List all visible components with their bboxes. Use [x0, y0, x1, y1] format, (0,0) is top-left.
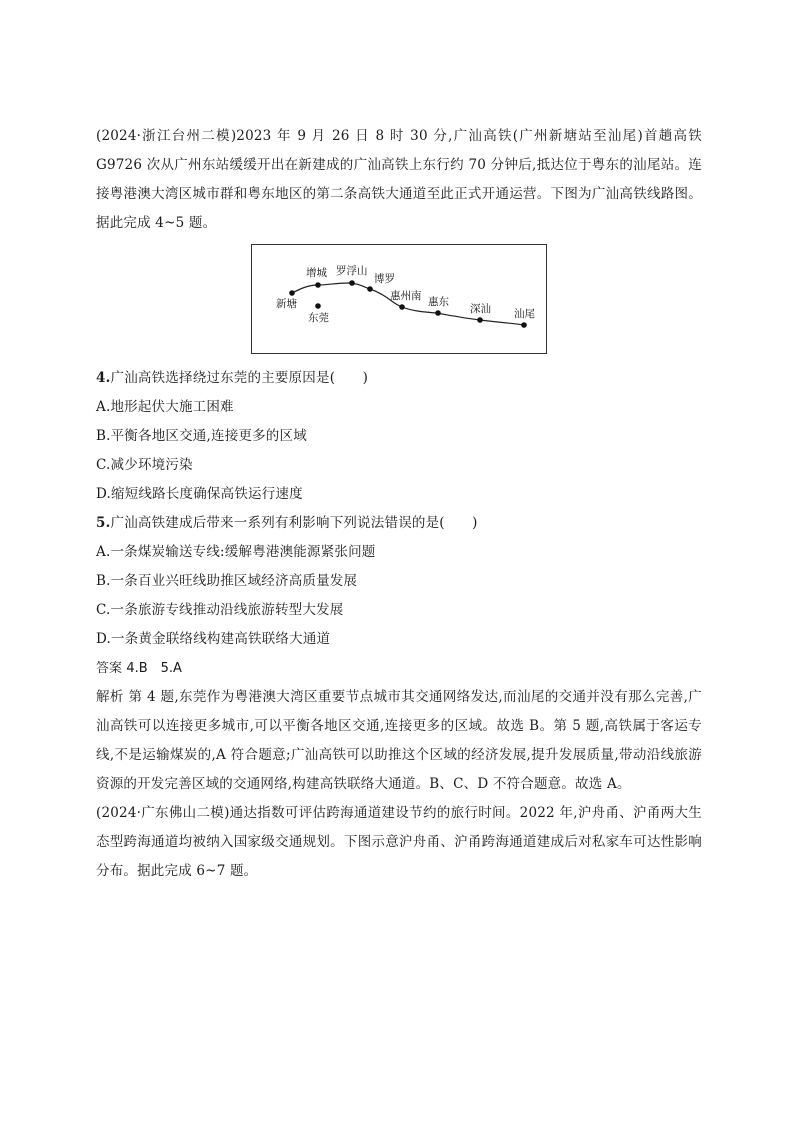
station-label-xintang: 新塘 — [276, 298, 297, 310]
station-label-zengcheng: 增城 — [306, 267, 327, 279]
question-5-option-d: D.一条黄金联络线构建高铁联络大通道 — [96, 631, 331, 647]
station-label-shenshan: 深汕 — [470, 303, 491, 315]
station-label-boluo: 博罗 — [374, 273, 395, 285]
question-5-text: 广汕高铁建成后带来一系列有利影响下列说法错误的是( ) — [110, 515, 478, 531]
document-page — [96, 122, 702, 886]
answer-label: 答案 — [96, 661, 123, 676]
answer-text: 4.B 5.A — [126, 661, 182, 676]
question-4-option-c: C.减少环境污染 — [96, 457, 193, 473]
question-5-option-a: A.一条煤炭输送专线:缓解粤港澳能源紧张问题 — [96, 544, 376, 560]
intro-paragraph-1: (2024·浙江台州二模)2023 年 9 月 26 日 8 时 30 分,广汕高铁(广州新塘站至汕尾)首趟高铁 G9726 次从广州东站缓缓开出在新建成的广汕高铁上东行约 70 分钟后,抵达位于粤东的汕尾站。连接粤港澳大湾区城市群和粤东地区的第二条高铁大通道至此正式开通运营。下图为广汕高铁线路图。据此完成 4~5 题。 — [96, 128, 702, 231]
question-5-option-c: C.一条旅游专线推动沿线旅游转型大发展 — [96, 602, 344, 618]
answer-line — [96, 654, 702, 683]
question-4-option-d: D.缩短线路长度确保高铁运行速度 — [96, 486, 303, 502]
question-5-option-b: B.一条百业兴旺线助推区域经济高质量发展 — [96, 573, 358, 589]
station-dot-huizhounan — [399, 304, 405, 310]
question-4-option-b: B.平衡各地区交通,连接更多的区域 — [96, 428, 307, 444]
city-dot-dongguan — [315, 303, 321, 309]
station-dot-huidong — [435, 310, 441, 316]
question-5 — [96, 509, 702, 654]
railway-route-map — [251, 244, 547, 354]
station-label-huidong: 惠东 — [428, 296, 449, 308]
question-5-number: 5. — [96, 515, 111, 531]
analysis-label: 解析 — [96, 689, 124, 705]
city-label-dongguan: 东莞 — [308, 312, 329, 324]
question-5-stem — [96, 509, 702, 538]
station-dot-luofushan — [349, 280, 355, 286]
question-4-text: 广汕高铁选择绕过东莞的主要原因是( ) — [110, 370, 369, 386]
railway-map-wrapper — [96, 244, 702, 354]
station-dot-shanwei — [521, 322, 527, 328]
intro-paragraph-2: (2024·广东佛山二模)通达指数可评估跨海通道建设节约的旅行时间。2022 年,沪舟甬、沪甬两大生态型跨海通道均被纳入国家级交通规划。下图示意沪舟甬、沪甬跨海通道建成后对私家车可达性影响分布。据此完成 6~7 题。 — [96, 805, 702, 879]
station-dot-boluo — [367, 286, 373, 292]
question-4-option-a: A.地形起伏大施工困难 — [96, 399, 234, 415]
question-4-stem — [96, 364, 702, 393]
route-svg — [252, 245, 546, 353]
analysis-paragraph — [96, 683, 702, 799]
question-4-number: 4. — [96, 370, 111, 386]
station-dot-shenshan — [477, 317, 483, 323]
station-label-luofushan: 罗浮山 — [336, 265, 368, 277]
station-label-huizhounan: 惠州南 — [390, 290, 422, 302]
station-label-shanwei: 汕尾 — [514, 308, 535, 320]
station-dot-zengcheng — [315, 282, 321, 288]
station-dot-xintang — [289, 290, 295, 296]
question-4 — [96, 364, 702, 509]
analysis-text: 第 4 题,东莞作为粤港澳大湾区重要节点城市其交通网络发达,而汕尾的交通并没有那么完善,广汕高铁可以连接更多城市,可以平衡各地区交通,连接更多的区域。故选 B。第 5 题,高铁属于客运专线,不是运输煤炭的,A 符合题意;广汕高铁可以助推这个区域的经济发展,提升发展质量,带动沿线旅游资源的开发完善区域的交通网络,构建高铁联络大通道。B、C、D 不符合题意。故选 A。 — [96, 689, 703, 792]
